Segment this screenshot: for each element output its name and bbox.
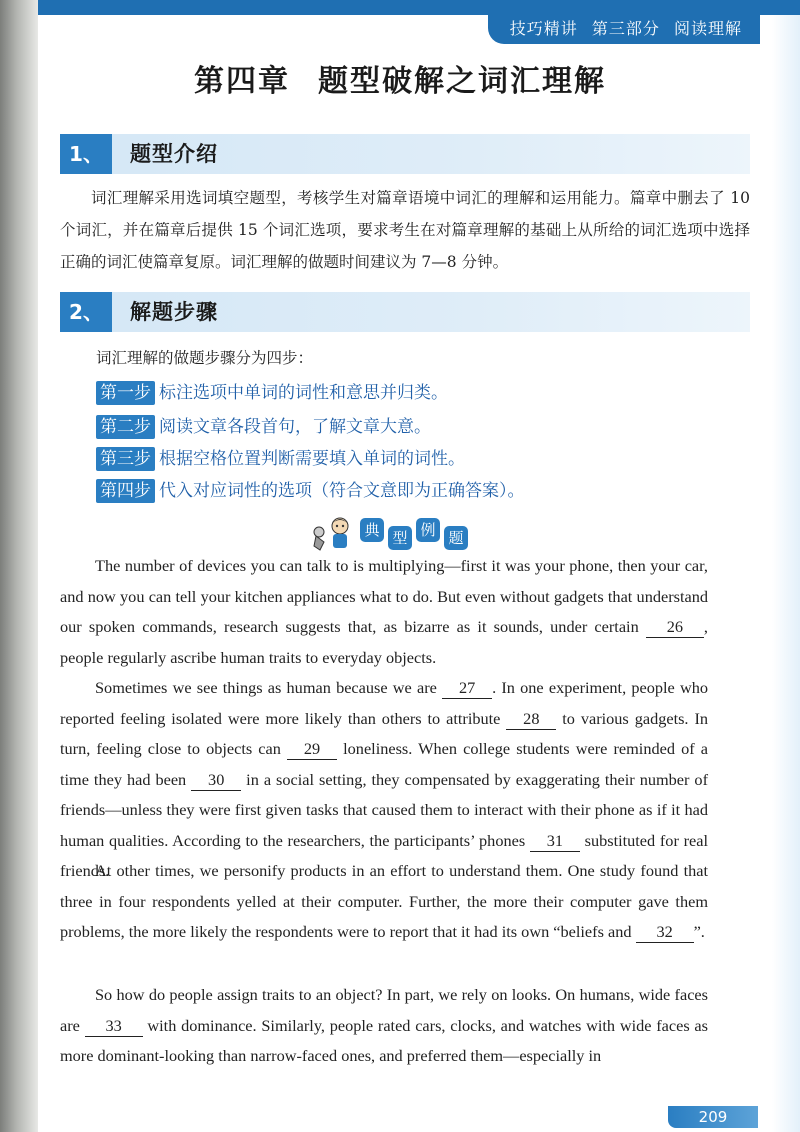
step-1-text: 标注选项中单词的词性和意思并归类。 [159,383,448,403]
passage-text: So how do people assign traits to an object? In part, we rely on looks. On humans, wide faces are [60,985,708,1035]
step-1-badge: 第一步 [96,381,155,405]
passage-text: substituted for real friends. [60,830,708,880]
example-char-3: 例 [416,518,440,542]
section-2-header [60,292,750,332]
passage-text: loneliness. When college students were reminded of a time they had been [60,739,708,789]
passage-text: ”. [693,922,705,941]
step-3 [96,447,465,471]
passage-paragraph-4 [60,980,708,1072]
chapter-title [0,56,800,100]
blank-27: 27 [442,678,492,699]
steps-intro: 词汇理解的做题步骤分为四步： [96,349,314,367]
step-4 [96,479,525,503]
student-cartoon-icon [310,516,356,552]
step-2-badge: 第二步 [96,415,155,439]
blank-32: 32 [636,922,694,943]
passage-paragraph-3 [60,856,708,948]
book-spine-shadow [0,0,38,1132]
passage-text: , people regularly ascribe human traits to everyday objects. [60,617,708,667]
passage-text: Sometimes we see things as human because we are [95,678,443,697]
example-char-4: 题 [444,526,468,550]
passage-text: to various gadgets. In turn, feeling close to objects can [60,708,709,758]
blank-26: 26 [646,617,704,638]
step-3-text: 根据空格位置判断需要填入单词的词性。 [159,449,465,469]
section-2-title: 解题步骤 [130,300,218,324]
header-band [38,0,800,15]
header-part-2: 第三部分 [591,19,660,38]
example-char-2: 型 [388,526,412,550]
page-number: 209 [668,1106,758,1128]
section-1-title: 题型介绍 [130,142,218,166]
section-1-number: 1、 [60,134,112,174]
step-1 [96,381,448,405]
step-4-text: 代入对应词性的选项（符合文意即为正确答案）。 [159,481,525,501]
passage-text: with dominance. Similarly, people rated cars, clocks, and watches with wide faces as more dominant-looking than narrow-faced ones, and preferred them—especially in [60,1015,708,1065]
passage-text: in a social setting, they compensated by exaggerating their number of friends—unless they were first given tasks that caused them to interact with their phone as if it had human qualities. According to the researchers, the participants’ phones [60,769,708,850]
step-2-text: 阅读文章各段首句，了解文章大意。 [159,417,431,437]
example-label [310,516,480,552]
passage-paragraph-2 [60,673,708,887]
header-part-3: 阅读理解 [673,19,742,38]
page-edge-tint [772,0,800,1132]
chapter-name: 题型破解之词汇理解 [318,64,606,99]
running-header [488,14,760,44]
section-1-header [60,134,750,174]
blank-29: 29 [287,739,337,760]
blank-30: 30 [191,770,241,791]
blank-28: 28 [506,709,556,730]
step-4-badge: 第四步 [96,479,155,503]
passage-paragraph-1 [60,551,708,673]
step-3-badge: 第三步 [96,447,155,471]
passage-text: The number of devices you can talk to is multiplying—first it was your phone, then your car, and now you can tell your kitchen appliances what to do. But even without gadgets that understand our spoken commands, research suggests that, as bizarre as it sounds, under certain [60,556,708,636]
header-part-1: 技巧精讲 [509,19,578,38]
chapter-number: 第四章 [194,64,290,99]
blank-33: 33 [85,1016,143,1037]
passage-text: At other times, we personify products in an effort to understand them. One study found that three in four respondents yelled at their computer. Further, the more their computer gave them problems, the more likely the respondents were to report that it had its own “beliefs and [60,861,708,941]
blank-31: 31 [530,831,580,852]
passage-text: . In one experiment, people who reported feeling isolated were more likely than others to attribute [60,678,709,728]
section-1-text: 词汇理解采用选词填空题型，考核学生对篇章语境中词汇的理解和运用能力。篇章中删去了 10 个词汇，并在篇章后提供 15 个词汇选项，要求考生在对篇章理解的基础上从所给的词汇选项中选择正确的词汇使篇章复原。词汇理解的做题时间建议为 7—8 分钟。 [60,189,750,271]
example-char-1: 典 [360,518,384,542]
step-2 [96,415,431,439]
section-2-number: 2、 [60,292,112,332]
